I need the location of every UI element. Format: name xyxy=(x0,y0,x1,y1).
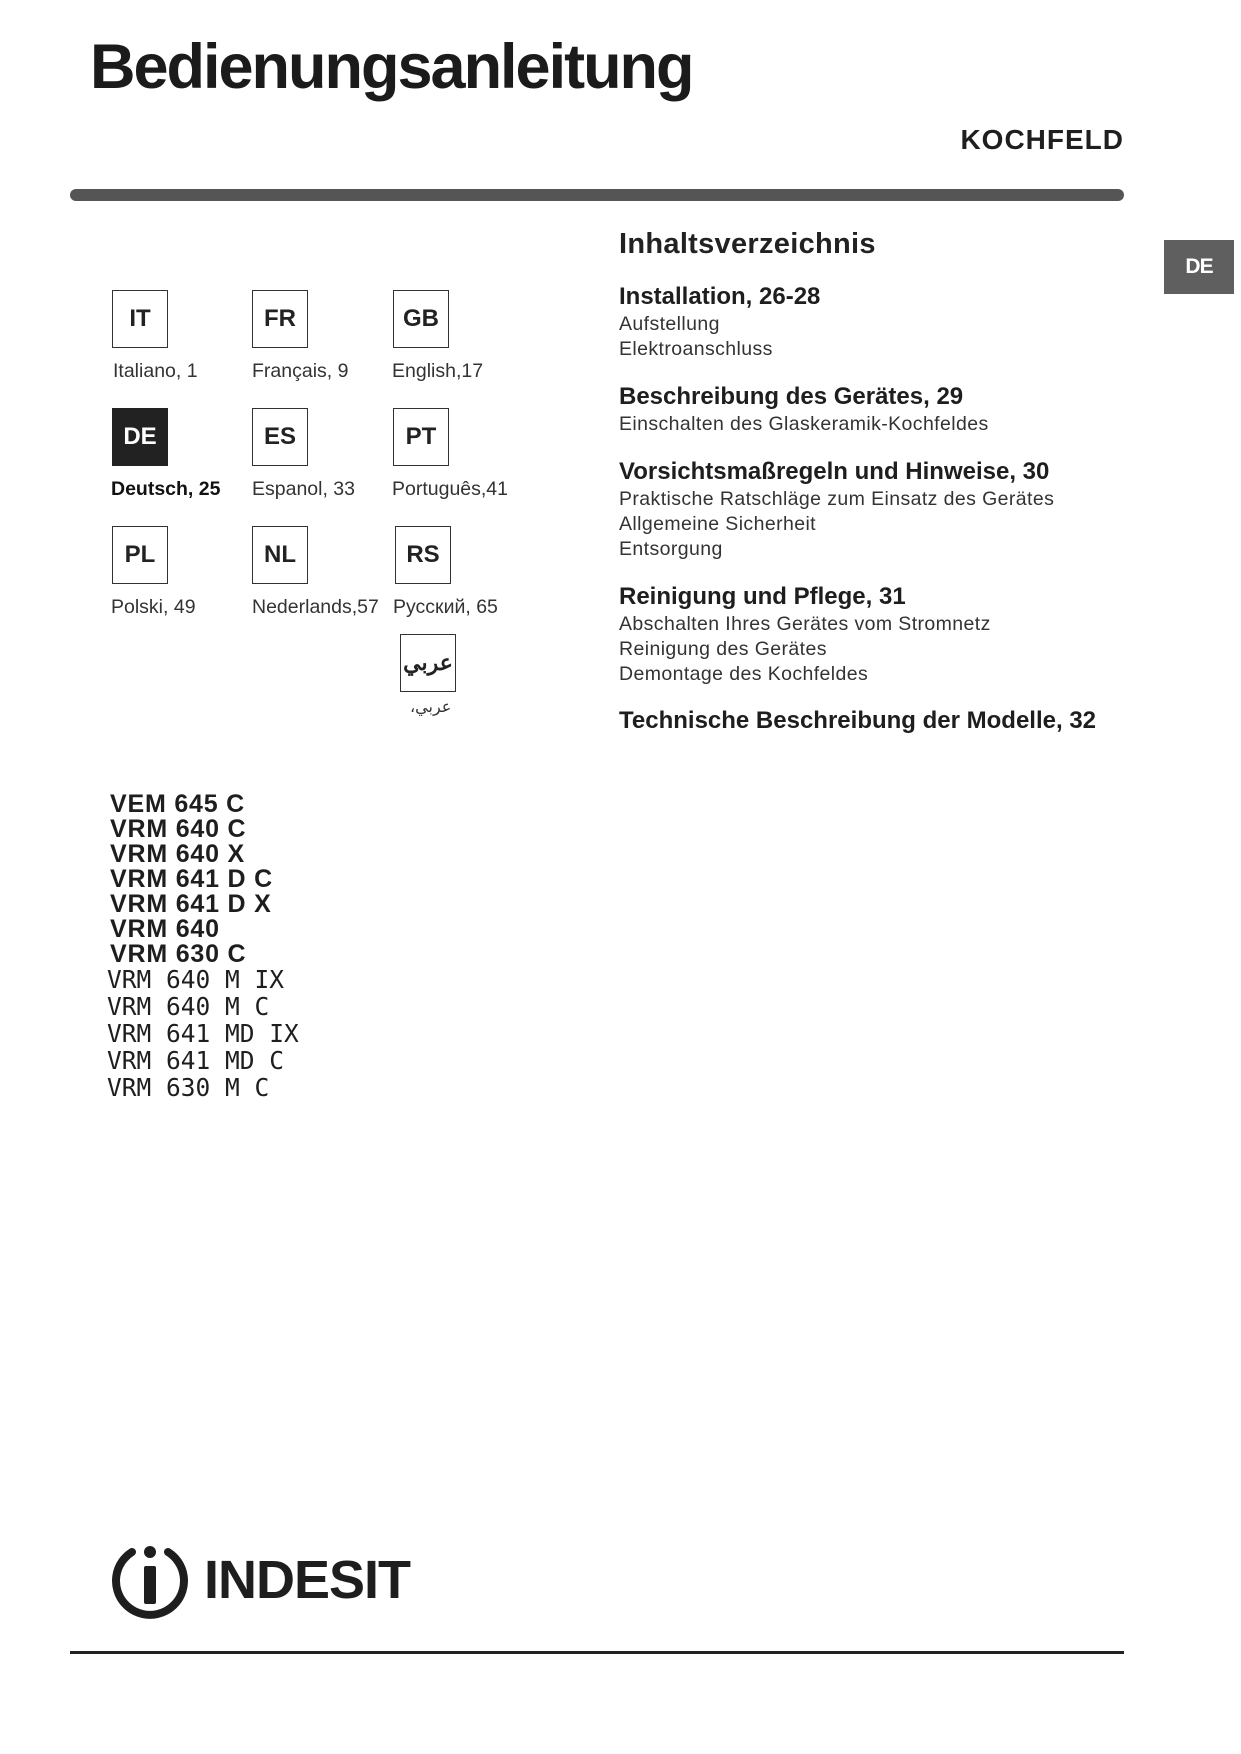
lang-box-pl: PL xyxy=(112,526,168,584)
toc-item: Reinigung des Gerätes xyxy=(619,638,827,660)
toc-section-title: Reinigung und Pflege, 31 xyxy=(619,583,906,610)
lang-label-it: Italiano, 1 xyxy=(113,360,198,382)
top-divider xyxy=(70,189,1124,201)
model-name: VEM 645 C xyxy=(110,790,246,818)
model-name: VRM 630 C xyxy=(110,940,247,968)
lang-label-de: Deutsch, 25 xyxy=(111,478,221,500)
model-name: VRM 640 M IX xyxy=(107,965,285,994)
toc-section xyxy=(619,706,1096,736)
lang-label-rs: Русский, 65 xyxy=(393,596,498,618)
toc-section-title: Technische Beschreibung der Modelle, 32 xyxy=(619,707,1097,734)
model-name: VRM 640 X xyxy=(110,840,246,868)
product-category: KOCHFELD xyxy=(960,124,1124,155)
brand-wordmark: INDESIT xyxy=(204,1550,411,1610)
model-name: VRM 640 xyxy=(110,915,220,943)
model-name: VRM 640 M C xyxy=(107,992,270,1021)
bottom-divider xyxy=(70,1651,1124,1654)
toc-section-title: Vorsichtsmaßregeln und Hinweise, 30 xyxy=(619,458,1050,485)
lang-box-nl: NL xyxy=(252,526,308,584)
lang-label-pt: Português,41 xyxy=(392,478,509,500)
lang-label-fr: Français, 9 xyxy=(252,360,349,382)
toc-item: Abschalten Ihres Gerätes vom Stromnetz xyxy=(619,613,991,635)
lang-box-gb: GB xyxy=(393,290,449,348)
lang-label-gb: English,17 xyxy=(392,360,484,382)
toc-item: Elektroanschluss xyxy=(619,338,773,360)
lang-box-it: IT xyxy=(112,290,168,348)
lang-box-es: ES xyxy=(252,408,308,466)
toc-section-title: Installation, 26-28 xyxy=(619,283,821,310)
lang-box-de: DE xyxy=(112,408,168,466)
toc-section xyxy=(619,582,991,687)
toc-item: Aufstellung xyxy=(619,313,720,335)
lang-box-ar: عربي xyxy=(400,634,456,692)
lang-label-es: Espanol, 33 xyxy=(252,478,355,500)
lang-label-nl: Nederlands,57 xyxy=(252,596,379,618)
toc-section xyxy=(619,282,820,362)
lang-label-pl: Polski, 49 xyxy=(111,596,196,618)
model-name: VRM 641 D X xyxy=(110,890,272,918)
toc-item: Praktische Ratschläge zum Einsatz des Gerätes xyxy=(619,488,1055,510)
page-title: Bedienungsanleitung xyxy=(90,32,693,102)
toc-section xyxy=(619,382,989,437)
model-name: VRM 641 MD IX xyxy=(107,1019,299,1048)
model-name: VRM 640 C xyxy=(110,815,247,843)
model-list xyxy=(110,792,273,967)
indesit-i-circle-icon xyxy=(108,1538,192,1622)
language-side-tab: DE xyxy=(1164,240,1234,294)
brand-logo xyxy=(108,1538,410,1622)
toc-section-title: Beschreibung des Gerätes, 29 xyxy=(619,383,964,410)
toc-item: Einschalten des Glaskeramik-Kochfeldes xyxy=(619,413,989,435)
model-list-additional xyxy=(107,966,299,1101)
model-name: VRM 641 MD C xyxy=(107,1046,285,1075)
toc-item: Entsorgung xyxy=(619,538,723,560)
toc-section xyxy=(619,457,1054,562)
model-name: VRM 630 M C xyxy=(107,1073,270,1102)
lang-label-ar: عربي، xyxy=(410,699,452,716)
lang-box-pt: PT xyxy=(393,408,449,466)
model-name: VRM 641 D C xyxy=(110,865,274,893)
toc-item: Demontage des Kochfeldes xyxy=(619,663,869,685)
lang-box-fr: FR xyxy=(252,290,308,348)
toc-heading: Inhaltsverzeichnis xyxy=(619,228,876,260)
lang-box-rs: RS xyxy=(395,526,451,584)
toc-item: Allgemeine Sicherheit xyxy=(619,513,817,535)
